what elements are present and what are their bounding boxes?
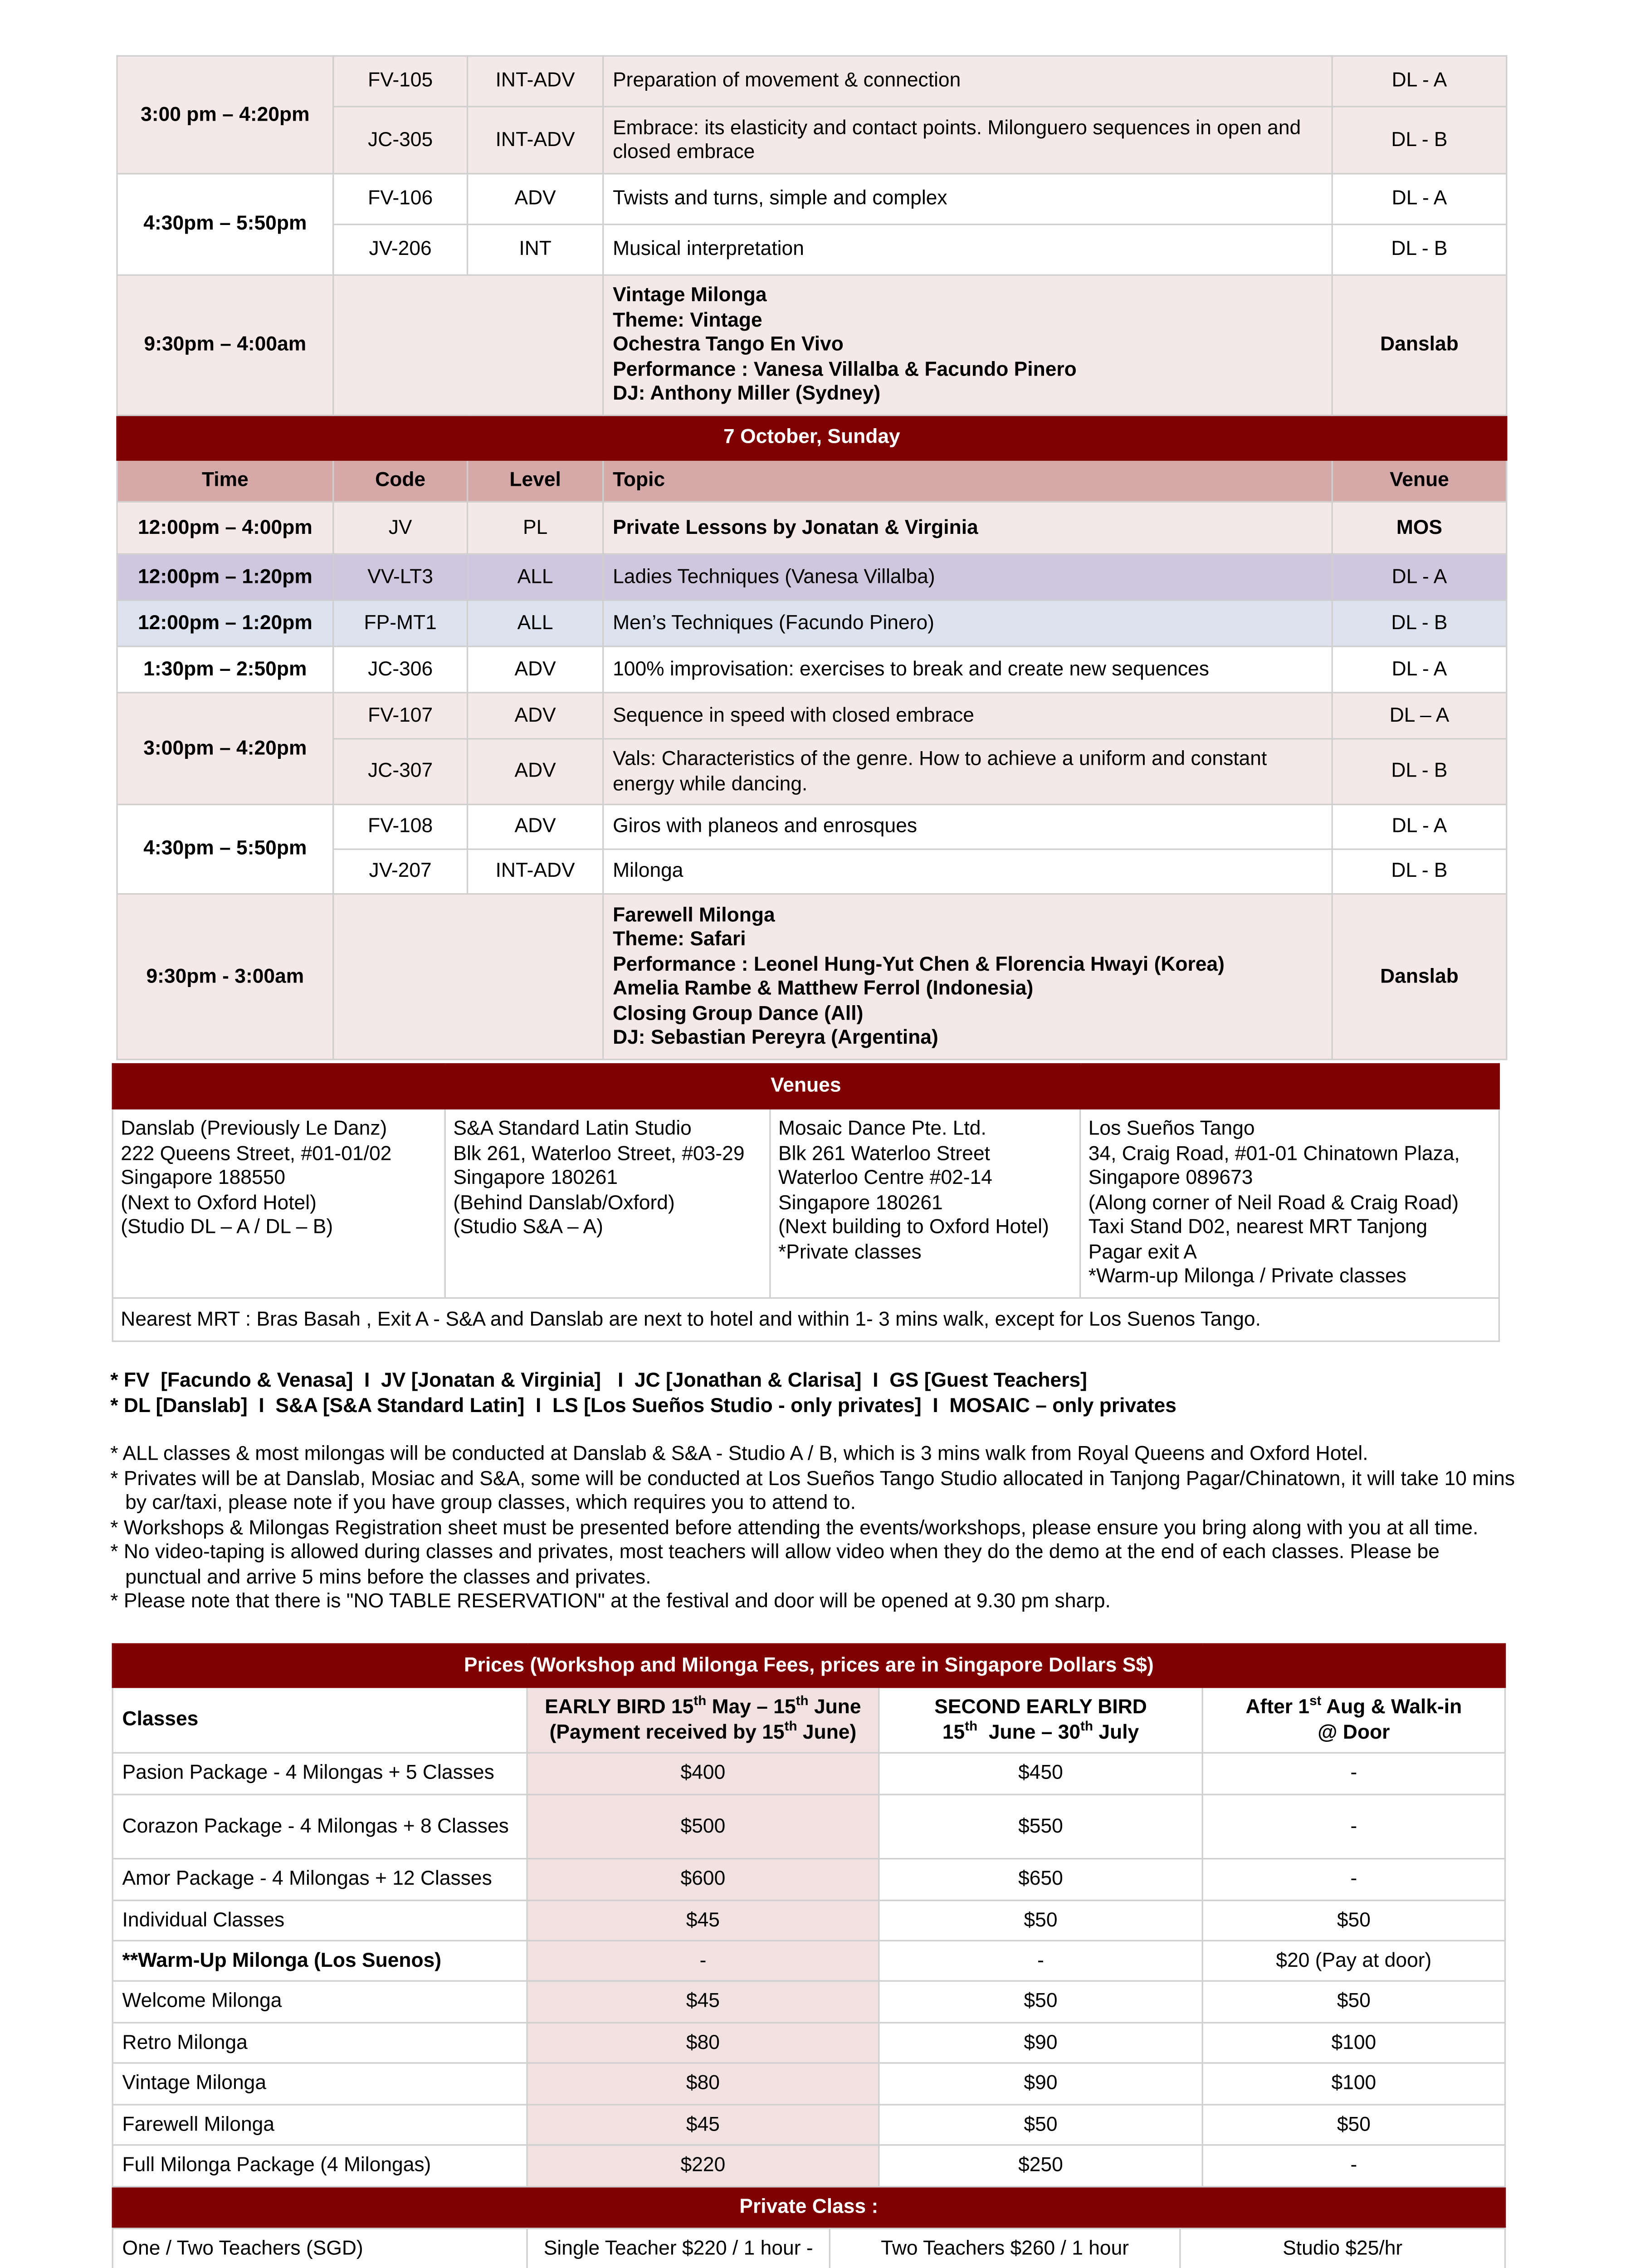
price-row (112, 1753, 1505, 1794)
level-cell: ADV (468, 739, 603, 805)
mrt-note: Nearest MRT : Bras Basah , Exit A - S&A and Danslab are next to hotel and within 1- 3 mins walk, except for Los Suenos Tango. (112, 1298, 1499, 1341)
early-bird-price: $80 (527, 2063, 879, 2105)
venue-cell: DL - B (1332, 107, 1507, 174)
time-cell: 1:30pm – 2:50pm (117, 646, 333, 693)
time-cell: 3:00 pm – 4:20pm (117, 56, 333, 174)
second-early-price: $50 (879, 1901, 1202, 1941)
venue-line: 34, Craig Road, #01-01 Chinatown Plaza, (1088, 1141, 1460, 1164)
venues-table (112, 1063, 1500, 1342)
walkin-price: $20 (Pay at door) (1202, 1941, 1505, 1981)
price-item: Amor Package - 4 Milongas + 12 Classes (112, 1859, 527, 1901)
price-row (112, 1901, 1505, 1941)
note-item: * Workshops & Milongas Registration sheet must be presented before attending the events/workshops, please ensure you bring along with you at all time. (110, 1515, 1479, 1538)
two-teachers-price: Two Teachers $260 / 1 hour (830, 2229, 1180, 2268)
level-cell: INT-ADV (468, 107, 603, 174)
venue-line: S&A Standard Latin Studio (453, 1117, 692, 1139)
venue-line: Pagar exit A (1088, 1240, 1197, 1262)
legend-line: * FV [Facundo & Venasa] I JV [Jonatan & Virginia] I JC [Jonathan & Clarisa] I GS [Guest Teachers] (110, 1369, 1087, 1392)
venue-line: Singapore 180261 (778, 1190, 943, 1213)
day-header: 7 October, Sunday (117, 415, 1507, 460)
level-cell: INT-ADV (468, 849, 603, 894)
second-early-price: $250 (879, 2145, 1202, 2187)
studio-price: Studio $25/hr (1180, 2229, 1505, 2268)
topic-cell: Sequence in speed with closed embrace (603, 693, 1332, 739)
venue-cell: DL – A (1332, 693, 1507, 739)
milonga-line: DJ: Anthony Miller (Sydney) (613, 382, 881, 405)
price-item: Welcome Milonga (112, 1981, 527, 2023)
col-header-venue: Venue (1332, 460, 1507, 502)
time-cell: 12:00pm – 1:20pm (117, 600, 333, 646)
price-row (112, 2105, 1505, 2145)
empty-cell (333, 275, 603, 415)
venue-line: (Along corner of Neil Road & Craig Road) (1088, 1190, 1459, 1213)
venue-line: Singapore 089673 (1088, 1166, 1253, 1188)
level-cell: ADV (468, 174, 603, 225)
venue-mosaic (770, 1109, 1080, 1298)
col-header-level: Level (468, 460, 603, 502)
milonga-line: Farewell Milonga (613, 903, 775, 925)
venues-row (112, 1109, 1499, 1298)
table-row (117, 56, 1507, 107)
price-item: **Warm-Up Milonga (Los Suenos) (112, 1941, 527, 1981)
prices-title: Prices (Workshop and Milonga Fees, prices are in Singapore Dollars S$) (112, 1644, 1505, 1687)
code-cell: JV-207 (333, 849, 468, 894)
level-cell: ADV (468, 646, 603, 693)
venue-line: Taxi Stand D02, nearest MRT Tanjong (1088, 1215, 1428, 1238)
venue-cell: DL - A (1332, 56, 1507, 107)
venue-cell: DL - B (1332, 849, 1507, 894)
topic-cell: Twists and turns, simple and complex (603, 174, 1332, 225)
table-row (117, 600, 1507, 646)
legend-line: * DL [Danslab] I S&A [S&A Standard Latin] I LS [Los Sueños Studio - only privates] I MOSAIC – only privates (110, 1394, 1176, 1417)
topic-cell: 100% improvisation: exercises to break and create new sequences (603, 646, 1332, 693)
code-cell: FV-107 (333, 693, 468, 739)
table-row (117, 174, 1507, 225)
note-item: * Privates will be at Danslab, Mosiac and S&A, some will be conducted at Los Sueños Tango Studio allocated in Tanjong Pagar/Chinatown, it will take 10 mins by car/taxi, please note if you have group classes, which requires you to attend to. (110, 1466, 1515, 1514)
price-row (112, 2145, 1505, 2187)
time-cell: 9:30pm - 3:00am (117, 894, 333, 1060)
venue-line: Blk 261, Waterloo Street, #03-29 (453, 1141, 745, 1164)
walkin-price: $50 (1202, 2105, 1505, 2145)
code-cell: JC-306 (333, 646, 468, 693)
venue-cell: DL - B (1332, 739, 1507, 805)
col-header-time: Time (117, 460, 333, 502)
mrt-row (112, 1298, 1499, 1341)
milonga-line: Theme: Vintage (613, 308, 762, 331)
venues-header-row (112, 1064, 1499, 1109)
notes-list (110, 1442, 1519, 1614)
venue-cell: DL - B (1332, 225, 1507, 275)
early-bird-price: $220 (527, 2145, 879, 2187)
code-cell: FV-106 (333, 174, 468, 225)
level-cell: ADV (468, 804, 603, 849)
table-row (117, 554, 1507, 600)
level-cell: PL (468, 502, 603, 554)
price-item: Individual Classes (112, 1901, 527, 1941)
milonga-line: Performance : Leonel Hung-Yut Chen & Florencia Hwayi (Korea) (613, 952, 1225, 975)
private-class-header-row (112, 2187, 1505, 2227)
walkin-price: $50 (1202, 1901, 1505, 1941)
time-cell: 9:30pm – 4:00am (117, 275, 333, 415)
col-header-after-aug: After 1st Aug & Walk-in @ Door (1202, 1687, 1505, 1753)
venue-los-suenos (1080, 1109, 1499, 1298)
code-cell: JC-305 (333, 107, 468, 174)
milonga-line: Amelia Rambe & Matthew Ferrol (Indonesia) (613, 977, 1034, 999)
code-cell: FP-MT1 (333, 600, 468, 646)
code-cell: FV-108 (333, 804, 468, 849)
walkin-price: - (1202, 1859, 1505, 1901)
code-cell: VV-LT3 (333, 554, 468, 600)
table-row (117, 804, 1507, 849)
level-cell: ALL (468, 554, 603, 600)
topic-cell: Private Lessons by Jonatan & Virginia (603, 502, 1332, 554)
prices-table (112, 1643, 1506, 2228)
table-row (117, 894, 1507, 1060)
venue-line: (Next to Oxford Hotel) (121, 1190, 317, 1213)
milonga-line: Vintage Milonga (613, 284, 767, 306)
milonga-line: Ochestra Tango En Vivo (613, 332, 844, 356)
time-cell: 4:30pm – 5:50pm (117, 804, 333, 894)
venue-cell: DL - A (1332, 804, 1507, 849)
price-item: Vintage Milonga (112, 2063, 527, 2105)
early-bird-price: $45 (527, 2105, 879, 2145)
venue-cell: MOS (1332, 502, 1507, 554)
abbreviation-legend (110, 1367, 1176, 1418)
column-header-row (117, 460, 1507, 502)
topic-cell: Milonga (603, 849, 1332, 894)
col-header-code: Code (333, 460, 468, 502)
private-class-title: Private Class : (112, 2187, 1505, 2227)
topic-cell: Giros with planeos and enrosques (603, 804, 1332, 849)
day-header-row (117, 415, 1507, 460)
code-cell: JC-307 (333, 739, 468, 805)
second-early-price: $90 (879, 2063, 1202, 2105)
walkin-price: $100 (1202, 2063, 1505, 2105)
venues-title: Venues (112, 1064, 1499, 1109)
venue-line: Singapore 180261 (453, 1166, 618, 1188)
walkin-price: $100 (1202, 2023, 1505, 2063)
early-bird-price: $400 (527, 1753, 879, 1794)
topic-cell: Men’s Techniques (Facundo Pinero) (603, 600, 1332, 646)
milonga-line: Closing Group Dance (All) (613, 1001, 864, 1024)
milonga-details (603, 275, 1332, 415)
price-row (112, 2063, 1505, 2105)
topic-cell: Ladies Techniques (Vanesa Villalba) (603, 554, 1332, 600)
walkin-price: - (1202, 1753, 1505, 1794)
single-teacher-price: Single Teacher $220 / 1 hour - (527, 2229, 830, 2268)
walkin-price: - (1202, 1794, 1505, 1858)
table-row (117, 502, 1507, 554)
second-early-price: $550 (879, 1794, 1202, 1858)
note-item: * Please note that there is "NO TABLE RESERVATION" at the festival and door will be opened at 9.30 pm sharp. (110, 1589, 1111, 1612)
venue-cell: DL - A (1332, 554, 1507, 600)
code-cell: JV-206 (333, 225, 468, 275)
price-item: Full Milonga Package (4 Milongas) (112, 2145, 527, 2187)
col-header-classes: Classes (112, 1687, 527, 1753)
second-early-price: $50 (879, 1981, 1202, 2023)
private-class-table (112, 2228, 1506, 2268)
early-bird-price: - (527, 1941, 879, 1981)
milonga-line: Theme: Safari (613, 927, 746, 950)
walkin-price: - (1202, 2145, 1505, 2187)
price-row (112, 1941, 1505, 1981)
level-cell: ADV (468, 693, 603, 739)
topic-cell: Musical interpretation (603, 225, 1332, 275)
venue-cell: DL - B (1332, 600, 1507, 646)
second-early-price: $650 (879, 1859, 1202, 1901)
venue-line: (Studio DL – A / DL – B) (121, 1215, 333, 1238)
table-row (117, 275, 1507, 415)
col-header-second-early-bird: SECOND EARLY BIRD 15th June – 30th July (879, 1687, 1202, 1753)
venue-line: Blk 261 Waterloo Street (778, 1141, 991, 1164)
topic-cell: Vals: Characteristics of the genre. How to achieve a uniform and constant energy while dancing. (603, 739, 1332, 805)
note-item: * ALL classes & most milongas will be conducted at Danslab & S&A - Studio A / B, which is 3 mins walk from Royal Queens and Oxford Hotel. (110, 1442, 1368, 1465)
early-bird-price: $45 (527, 1981, 879, 2023)
time-cell: 12:00pm – 1:20pm (117, 554, 333, 600)
venue-line: (Behind Danslab/Oxford) (453, 1190, 675, 1213)
venue-line: *Warm-up Milonga / Private classes (1088, 1264, 1407, 1287)
second-early-price: $450 (879, 1753, 1202, 1794)
venue-line: (Studio S&A – A) (453, 1215, 603, 1238)
milonga-details (603, 894, 1332, 1060)
second-early-price: - (879, 1941, 1202, 1981)
private-class-row (112, 2229, 1505, 2268)
table-row (117, 646, 1507, 693)
walkin-price: $50 (1202, 1981, 1505, 2023)
venue-line: Waterloo Centre #02-14 (778, 1166, 992, 1188)
early-bird-price: $600 (527, 1859, 879, 1901)
schedule-table (116, 55, 1507, 1061)
venue-line: 222 Queens Street, #01-01/02 (121, 1141, 392, 1164)
venue-line: Danslab (Previously Le Danz) (121, 1117, 387, 1139)
milonga-line: DJ: Sebastian Pereyra (Argentina) (613, 1026, 938, 1048)
level-cell: INT (468, 225, 603, 275)
prices-header-row (112, 1644, 1505, 1687)
venue-line: Singapore 188550 (121, 1166, 286, 1188)
price-row (112, 2023, 1505, 2063)
venue-sa-studio (445, 1109, 770, 1298)
note-item: * No video-taping is allowed during classes and privates, most teachers will allow video when they do the demo at the end of each classes. Please be punctual and arrive 5 mins before the classes and privates. (110, 1540, 1440, 1588)
price-row (112, 1794, 1505, 1858)
price-item: Pasion Package - 4 Milongas + 5 Classes (112, 1753, 527, 1794)
venue-cell: DL - A (1332, 646, 1507, 693)
venue-line: (Next building to Oxford Hotel) (778, 1215, 1049, 1238)
topic-cell: Preparation of movement & connection (603, 56, 1332, 107)
price-item: Farewell Milonga (112, 2105, 527, 2145)
table-row (117, 693, 1507, 739)
venue-cell: Danslab (1332, 275, 1507, 415)
venue-line: Los Sueños Tango (1088, 1117, 1255, 1139)
topic-cell: Embrace: its elasticity and contact points. Milonguero sequences in open and closed embrace (603, 107, 1332, 174)
code-cell: FV-105 (333, 56, 468, 107)
col-header-early-bird: EARLY BIRD 15th May – 15th June (Payment received by 15th June) (527, 1687, 879, 1753)
price-row (112, 1859, 1505, 1901)
venue-cell: Danslab (1332, 894, 1507, 1060)
time-cell: 4:30pm – 5:50pm (117, 174, 333, 275)
level-cell: INT-ADV (468, 56, 603, 107)
time-cell: 3:00pm – 4:20pm (117, 693, 333, 805)
private-class-label: One / Two Teachers (SGD) (112, 2229, 527, 2268)
price-item: Corazon Package - 4 Milongas + 8 Classes (112, 1794, 527, 1858)
level-cell: ALL (468, 600, 603, 646)
price-item: Retro Milonga (112, 2023, 527, 2063)
second-early-price: $90 (879, 2023, 1202, 2063)
early-bird-price: $500 (527, 1794, 879, 1858)
venue-danslab (112, 1109, 445, 1298)
venue-cell: DL - A (1332, 174, 1507, 225)
time-cell: 12:00pm – 4:00pm (117, 502, 333, 554)
col-header-topic: Topic (603, 460, 1332, 502)
code-cell: JV (333, 502, 468, 554)
venue-line: *Private classes (778, 1240, 922, 1262)
early-bird-price: $80 (527, 2023, 879, 2063)
second-early-price: $50 (879, 2105, 1202, 2145)
empty-cell (333, 894, 603, 1060)
milonga-line: Performance : Vanesa Villalba & Facundo Pinero (613, 357, 1077, 380)
price-row (112, 1981, 1505, 2023)
early-bird-price: $45 (527, 1901, 879, 1941)
venue-line: Mosaic Dance Pte. Ltd. (778, 1117, 986, 1139)
prices-col-header-row (112, 1687, 1505, 1753)
